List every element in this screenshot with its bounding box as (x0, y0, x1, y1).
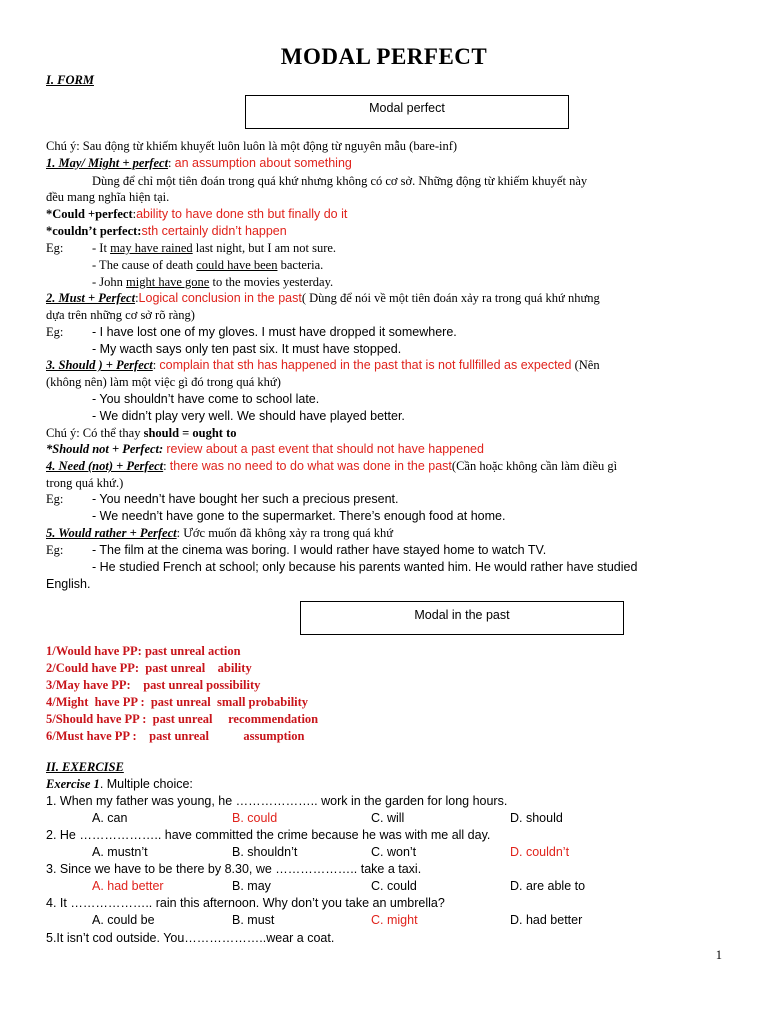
should-perfect-definition: complain that sth has happened in the past that is not fullfilled as expected (159, 358, 572, 372)
couldnt-perfect-heading: *couldn’t perfect: (46, 224, 142, 238)
answer-option: A. can (92, 811, 128, 825)
box-label: Modal in the past (414, 608, 510, 622)
may-might-desc-2: đều mang nghĩa hiện tại. (46, 190, 170, 204)
example-supermarket: - We needn’t have gone to the supermarket. There’s enough food at home. (92, 509, 506, 523)
would-rather-heading: 5. Would rather + Perfect (46, 526, 177, 540)
eg-label: Eg: (46, 543, 64, 557)
answer-option: C. could (371, 879, 417, 893)
note-bare-inf: Chú ý: Sau động từ khiếm khuyết luôn luôn là một động từ nguyên mẫu (bare-inf) (46, 139, 458, 153)
page-title: MODAL PERFECT (280, 44, 488, 69)
could-perfect-definition: ability to have done sth but finally do it (136, 207, 348, 221)
modal-past-item: 2/Could have PP: past unreal ability (46, 661, 252, 675)
need-perfect-line: 4. Need (not) + Perfect: there was no need to do what was done in the past(Cần hoặc không cần làm điều gì (46, 459, 618, 473)
question-text: 2. He ……………….. have committed the crime because he was with me all day. (46, 828, 491, 842)
exercise-1-desc: . Multiple choice: (99, 777, 193, 791)
should-not-definition: review about a past event that should not have happened (166, 442, 484, 456)
answer-option: A. mustn’t (92, 845, 148, 859)
need-perfect-heading: 4. Need (not) + Perfect (46, 459, 164, 473)
answer-option: B. must (232, 913, 275, 927)
would-rather-line (46, 525, 393, 541)
example-text: to the movies yesterday. (209, 275, 334, 289)
answer-option-correct: B. could (232, 811, 278, 825)
need-perfect-note: (Cần hoặc không cần làm điều gì (451, 459, 618, 473)
need-perfect-note-2: trong quá khứ.) (46, 476, 124, 490)
answer-option-correct: A. had better (92, 879, 164, 893)
modal-past-item: 6/Must have PP : past unreal assumption (46, 729, 305, 743)
example-could-have-been (92, 257, 323, 273)
answer-option-correct: D. couldn’t (510, 845, 570, 859)
should-perfect-note: (Nên (571, 358, 600, 372)
example-studied-french: - He studied French at school; only because his parents wanted him. He would rather have studied (92, 560, 638, 574)
need-perfect-definition: there was no need to do what was done in the past (169, 459, 452, 473)
could-perfect-line: *Could +perfect:ability to have done sth but finally do it (46, 207, 348, 221)
page-number: 1 (715, 948, 722, 962)
example-text: - It (92, 241, 111, 255)
exercise-1-label: Exercise 1 (46, 777, 100, 791)
could-perfect-heading: *Could +perfect (46, 207, 133, 221)
example-might-have-gone (92, 274, 333, 290)
modal-past-item: 3/May have PP: past unreal possibility (46, 678, 261, 692)
modal-in-past-box (300, 601, 624, 635)
example-english: English. (46, 577, 91, 591)
must-perfect-heading: 2. Must + Perfect (46, 291, 136, 305)
example-school-late: - You shouldn’t have come to school late. (92, 392, 320, 406)
should-not-perfect-line (46, 441, 484, 457)
example-underlined: might have gone (126, 275, 210, 289)
eg-label: Eg: (46, 241, 64, 255)
should-not-heading: *Should not + Perfect: (46, 442, 164, 456)
example-watch-stopped: - My wacth says only ten past six. It must have stopped. (92, 342, 402, 356)
must-perfect-definition: Logical conclusion in the past (138, 291, 302, 305)
answer-option: D. had better (510, 913, 583, 927)
must-perfect-line: 2. Must + Perfect:Logical conclusion in the past( Dùng để nói về một tiên đoán xảy ra trong quá khứ nhưng (46, 291, 600, 305)
question-text: 1. When my father was young, he ……………….. work in the garden for long hours. (46, 794, 508, 808)
example-played-better: - We didn’t play very well. We should have played better. (92, 409, 405, 423)
may-might-heading: 1. May/ Might + perfect (46, 156, 169, 170)
note-bold: should = ought to (143, 426, 237, 440)
example-text: - John (92, 275, 127, 289)
note-text: Chú ý: Có thể thay (46, 426, 144, 440)
answer-option: D. are able to (510, 879, 586, 893)
should-perfect-heading: 3. Should ) + Perfect (46, 358, 153, 372)
couldnt-perfect-line (46, 223, 287, 239)
may-might-definition: an assumption about something (174, 156, 352, 170)
example-precious-present: - You needn’t have bought her such a precious present. (92, 492, 399, 506)
must-perfect-note: ( Dùng để nói về một tiên đoán xảy ra trong quá khứ nhưng (301, 291, 600, 305)
section-heading-form: I. FORM (46, 73, 94, 87)
modal-perfect-box (245, 95, 569, 129)
question-text: 3. Since we have to be there by 8.30, we ……………….. take a taxi. (46, 862, 422, 876)
answer-option: C. won’t (371, 845, 417, 859)
modal-past-item: 4/Might have PP : past unreal small probability (46, 695, 309, 709)
may-might-desc-1: Dùng để chỉ một tiên đoán trong quá khứ nhưng không có cơ sở. Những động từ khiếm khuyết này (92, 174, 588, 188)
may-might-line: 1. May/ Might + perfect: an assumption about something (46, 156, 352, 170)
example-lost-gloves: - I have lost one of my gloves. I must have dropped it somewhere. (92, 325, 457, 339)
eg-label: Eg: (46, 325, 64, 339)
must-perfect-note-2: dựa trên những cơ sở rõ ràng) (46, 308, 195, 322)
answer-option: D. should (510, 811, 563, 825)
question-text: 4. It ……………….. rain this afternoon. Why don’t you take an umbrella? (46, 896, 445, 910)
example-underlined: may have rained (110, 241, 193, 255)
would-rather-definition: : Ước muốn đã không xảy ra trong quá khứ (176, 526, 394, 540)
answer-option-correct: C. might (371, 913, 418, 927)
answer-option: B. shouldn’t (232, 845, 298, 859)
exercise-1-title (46, 776, 193, 792)
question-5: 5.It isn’t cod outside. You………………..wear a coat. (46, 931, 335, 945)
eg-label: Eg: (46, 492, 64, 506)
answer-option: C. will (371, 811, 405, 825)
example-text: bacteria. (277, 258, 324, 272)
modal-past-item: 1/Would have PP: past unreal action (46, 644, 241, 658)
should-perfect-note-2: (không nên) làm một việc gì đó trong quá khứ) (46, 375, 281, 389)
section-heading-exercise: II. EXERCISE (46, 760, 124, 774)
should-ought-note (46, 425, 237, 441)
example-text: - The cause of death (92, 258, 197, 272)
example-text: last night, but I am not sure. (192, 241, 337, 255)
box-label: Modal perfect (369, 101, 445, 115)
example-may-rained (92, 240, 336, 256)
answer-option: B. may (232, 879, 271, 893)
example-underlined: could have been (196, 258, 278, 272)
should-perfect-line: 3. Should ) + Perfect: complain that sth has happened in the past that is not fullfilled as expected (Nên (46, 358, 600, 372)
example-film-boring: - The film at the cinema was boring. I would rather have stayed home to watch TV. (92, 543, 547, 557)
answer-option: A. could be (92, 913, 155, 927)
modal-past-item: 5/Should have PP : past unreal recommendation (46, 712, 319, 726)
couldnt-perfect-definition: sth certainly didn’t happen (141, 224, 287, 238)
